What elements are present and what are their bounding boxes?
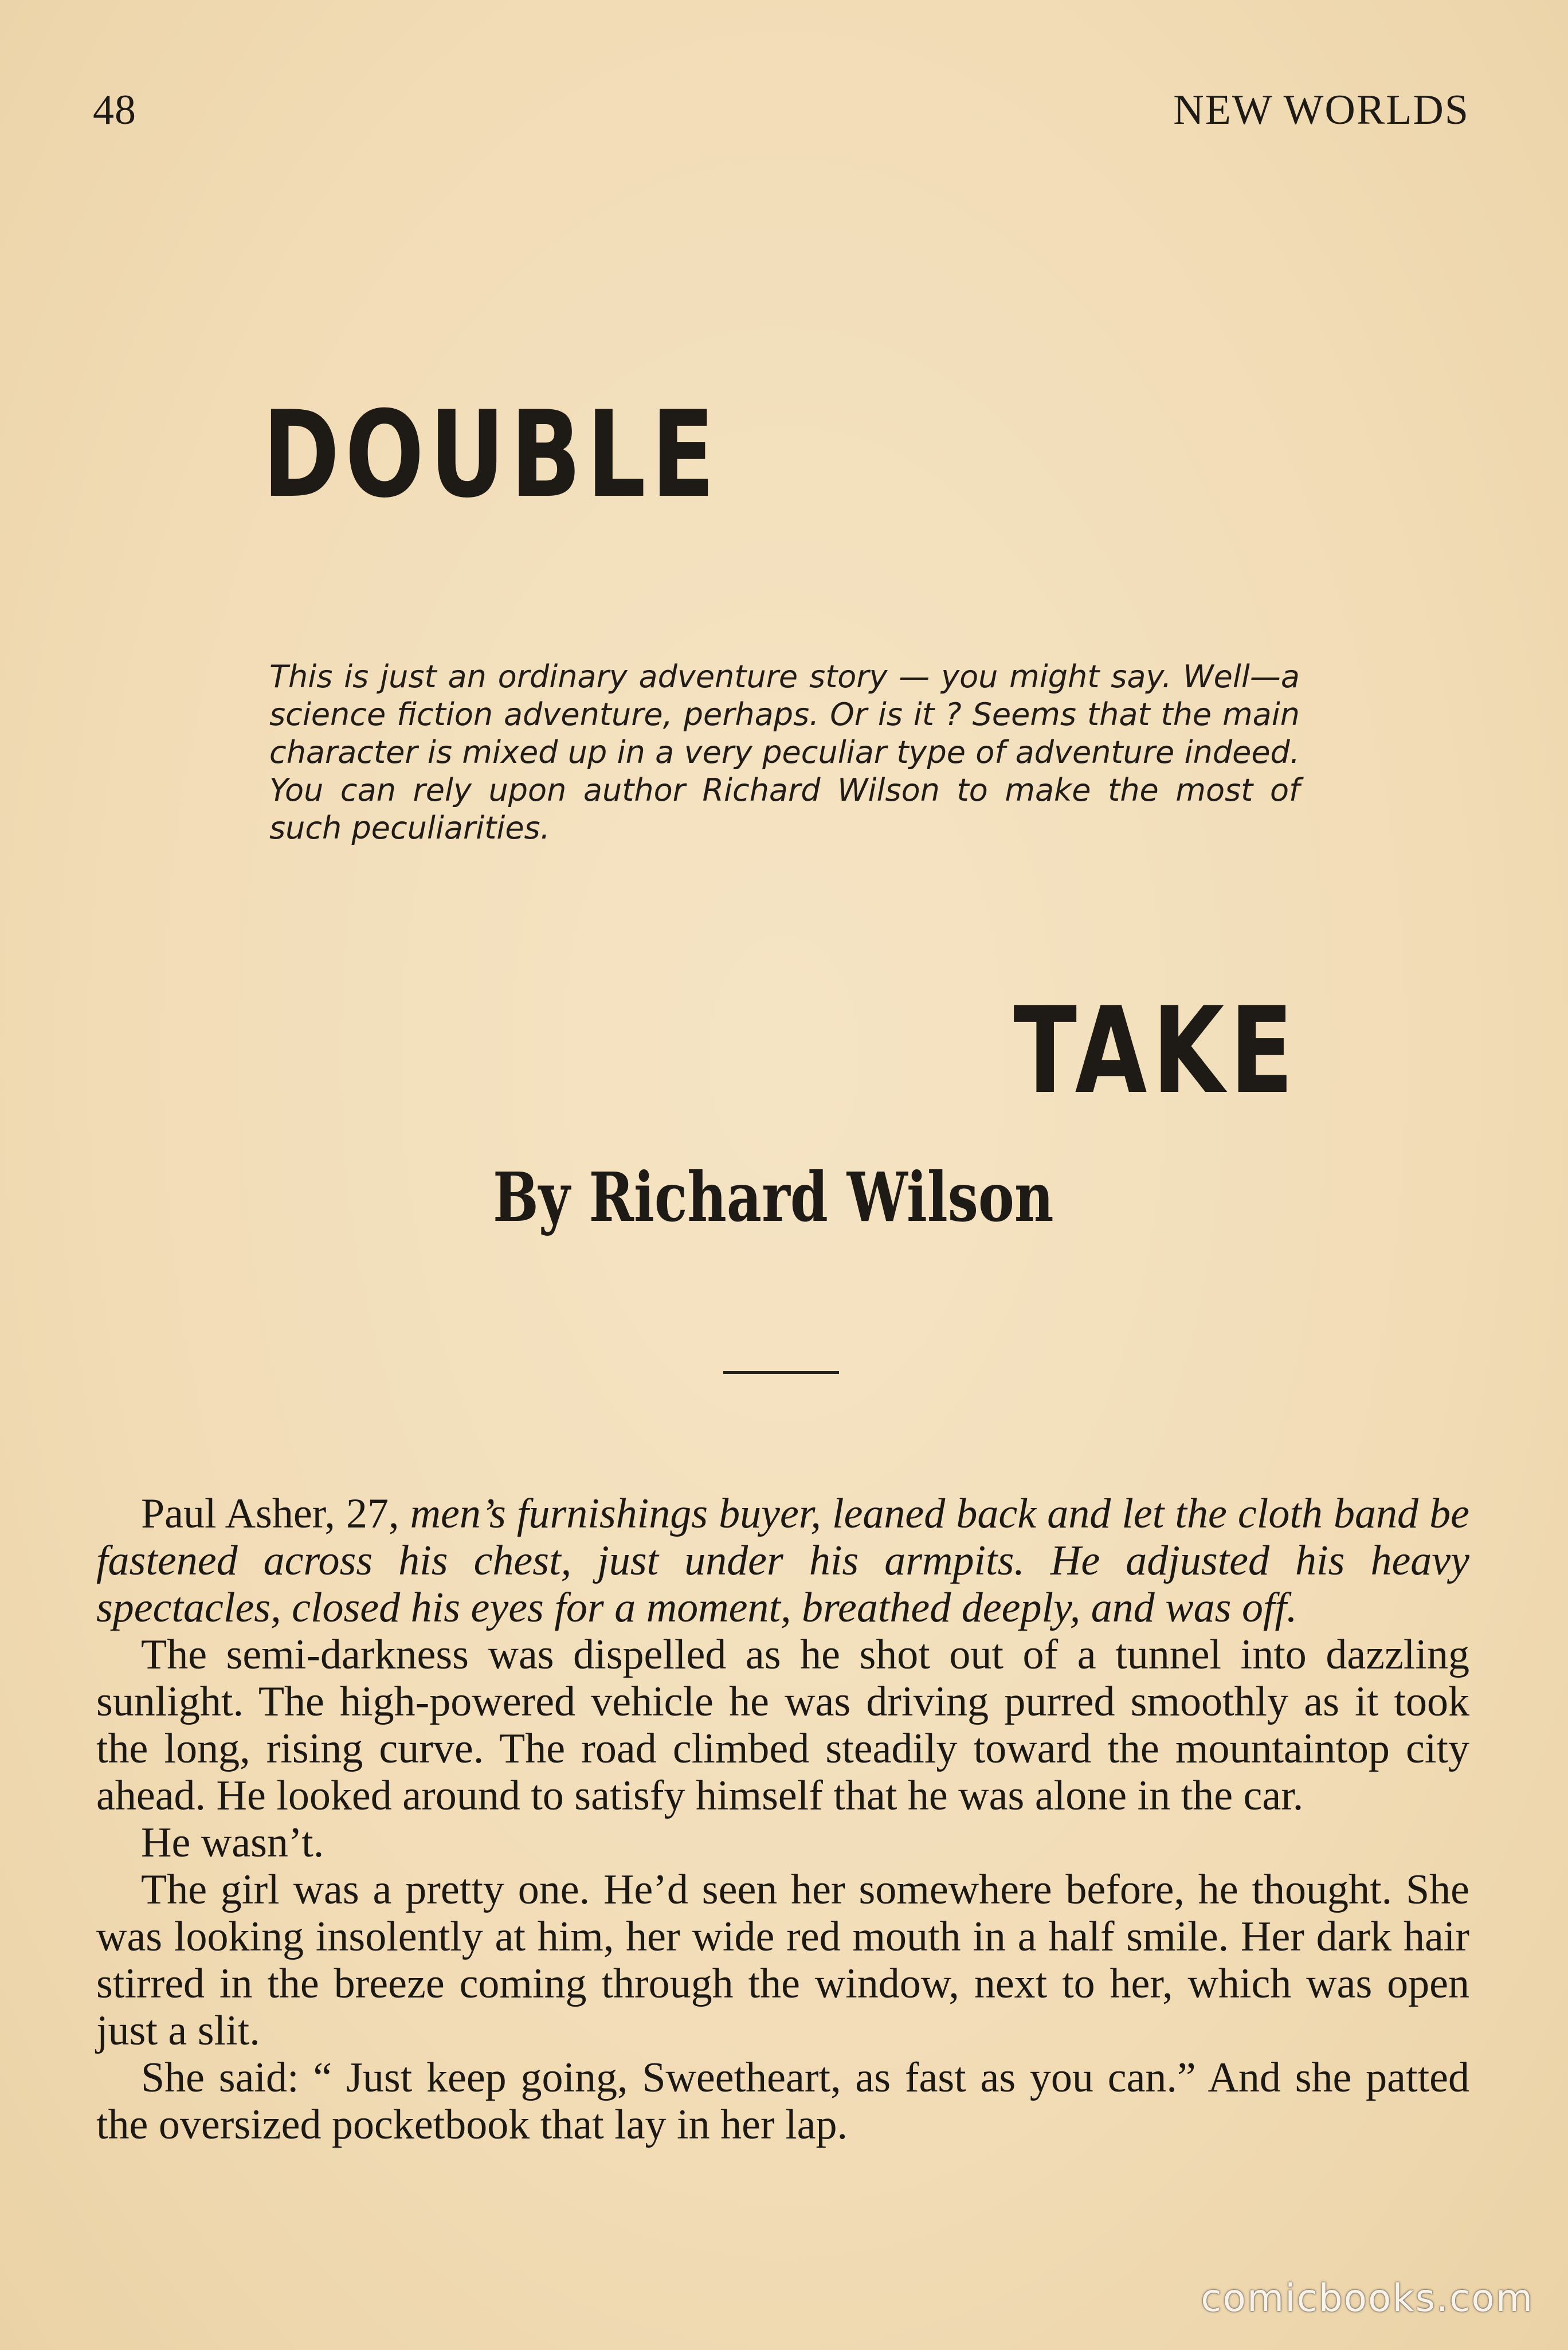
story-body <box>96 1490 1469 2148</box>
paragraph-1-rest: men’s furnishings buyer, leaned back and let the cloth band be fastened across his chest, just under his armpits. He adjusted his heavy spectacles, closed his eyes for a moment, breathed deeply, and was off. <box>96 1490 1469 1631</box>
watermark: comicbooks.com <box>1201 2276 1534 2320</box>
story-introduction: This is just an ordinary adventure story — you might say. Well—a science fiction adventure, perhaps. Or is it ? Seems that the main character is mixed up in a very peculiar type of adventure indeed. You can rely upon author Richard Wilson to make the most of such peculiarities. <box>269 659 1300 846</box>
paragraph-5: She said: “ Just keep going, Sweetheart, as fast as you can.” And she patted the oversized pocketbook that lay in her lap. <box>96 2054 1469 2148</box>
paragraph-1 <box>96 1490 1469 1631</box>
paragraph-1-lead: Paul Asher, 27, <box>141 1490 399 1537</box>
paragraph-4: The girl was a pretty one. He’d seen her somewhere before, he thought. She was looking insolently at him, her wide red mouth in a half smile. Her dark hair stirred in the breeze coming through the window, next to her, which was open just a slit. <box>96 1866 1469 2054</box>
section-divider <box>723 1371 839 1374</box>
author-byline: By Richard Wilson <box>493 1157 1054 1237</box>
story-title-part-1: DOUBLE <box>262 386 720 524</box>
story-title-part-2: TAKE <box>1013 982 1299 1121</box>
paragraph-3: He wasn’t. <box>141 1819 324 1866</box>
running-header-magazine: NEW WORLDS <box>1173 87 1469 134</box>
page-number: 48 <box>93 87 136 134</box>
paragraph-2: The semi-darkness was dispelled as he shot out of a tunnel into dazzling sunlight. The high-powered vehicle he was driving purred smoothly as it took the long, rising curve. The road climbed steadily toward the mountaintop city ahead. He looked around to satisfy himself that he was alone in the car. <box>96 1631 1469 1819</box>
